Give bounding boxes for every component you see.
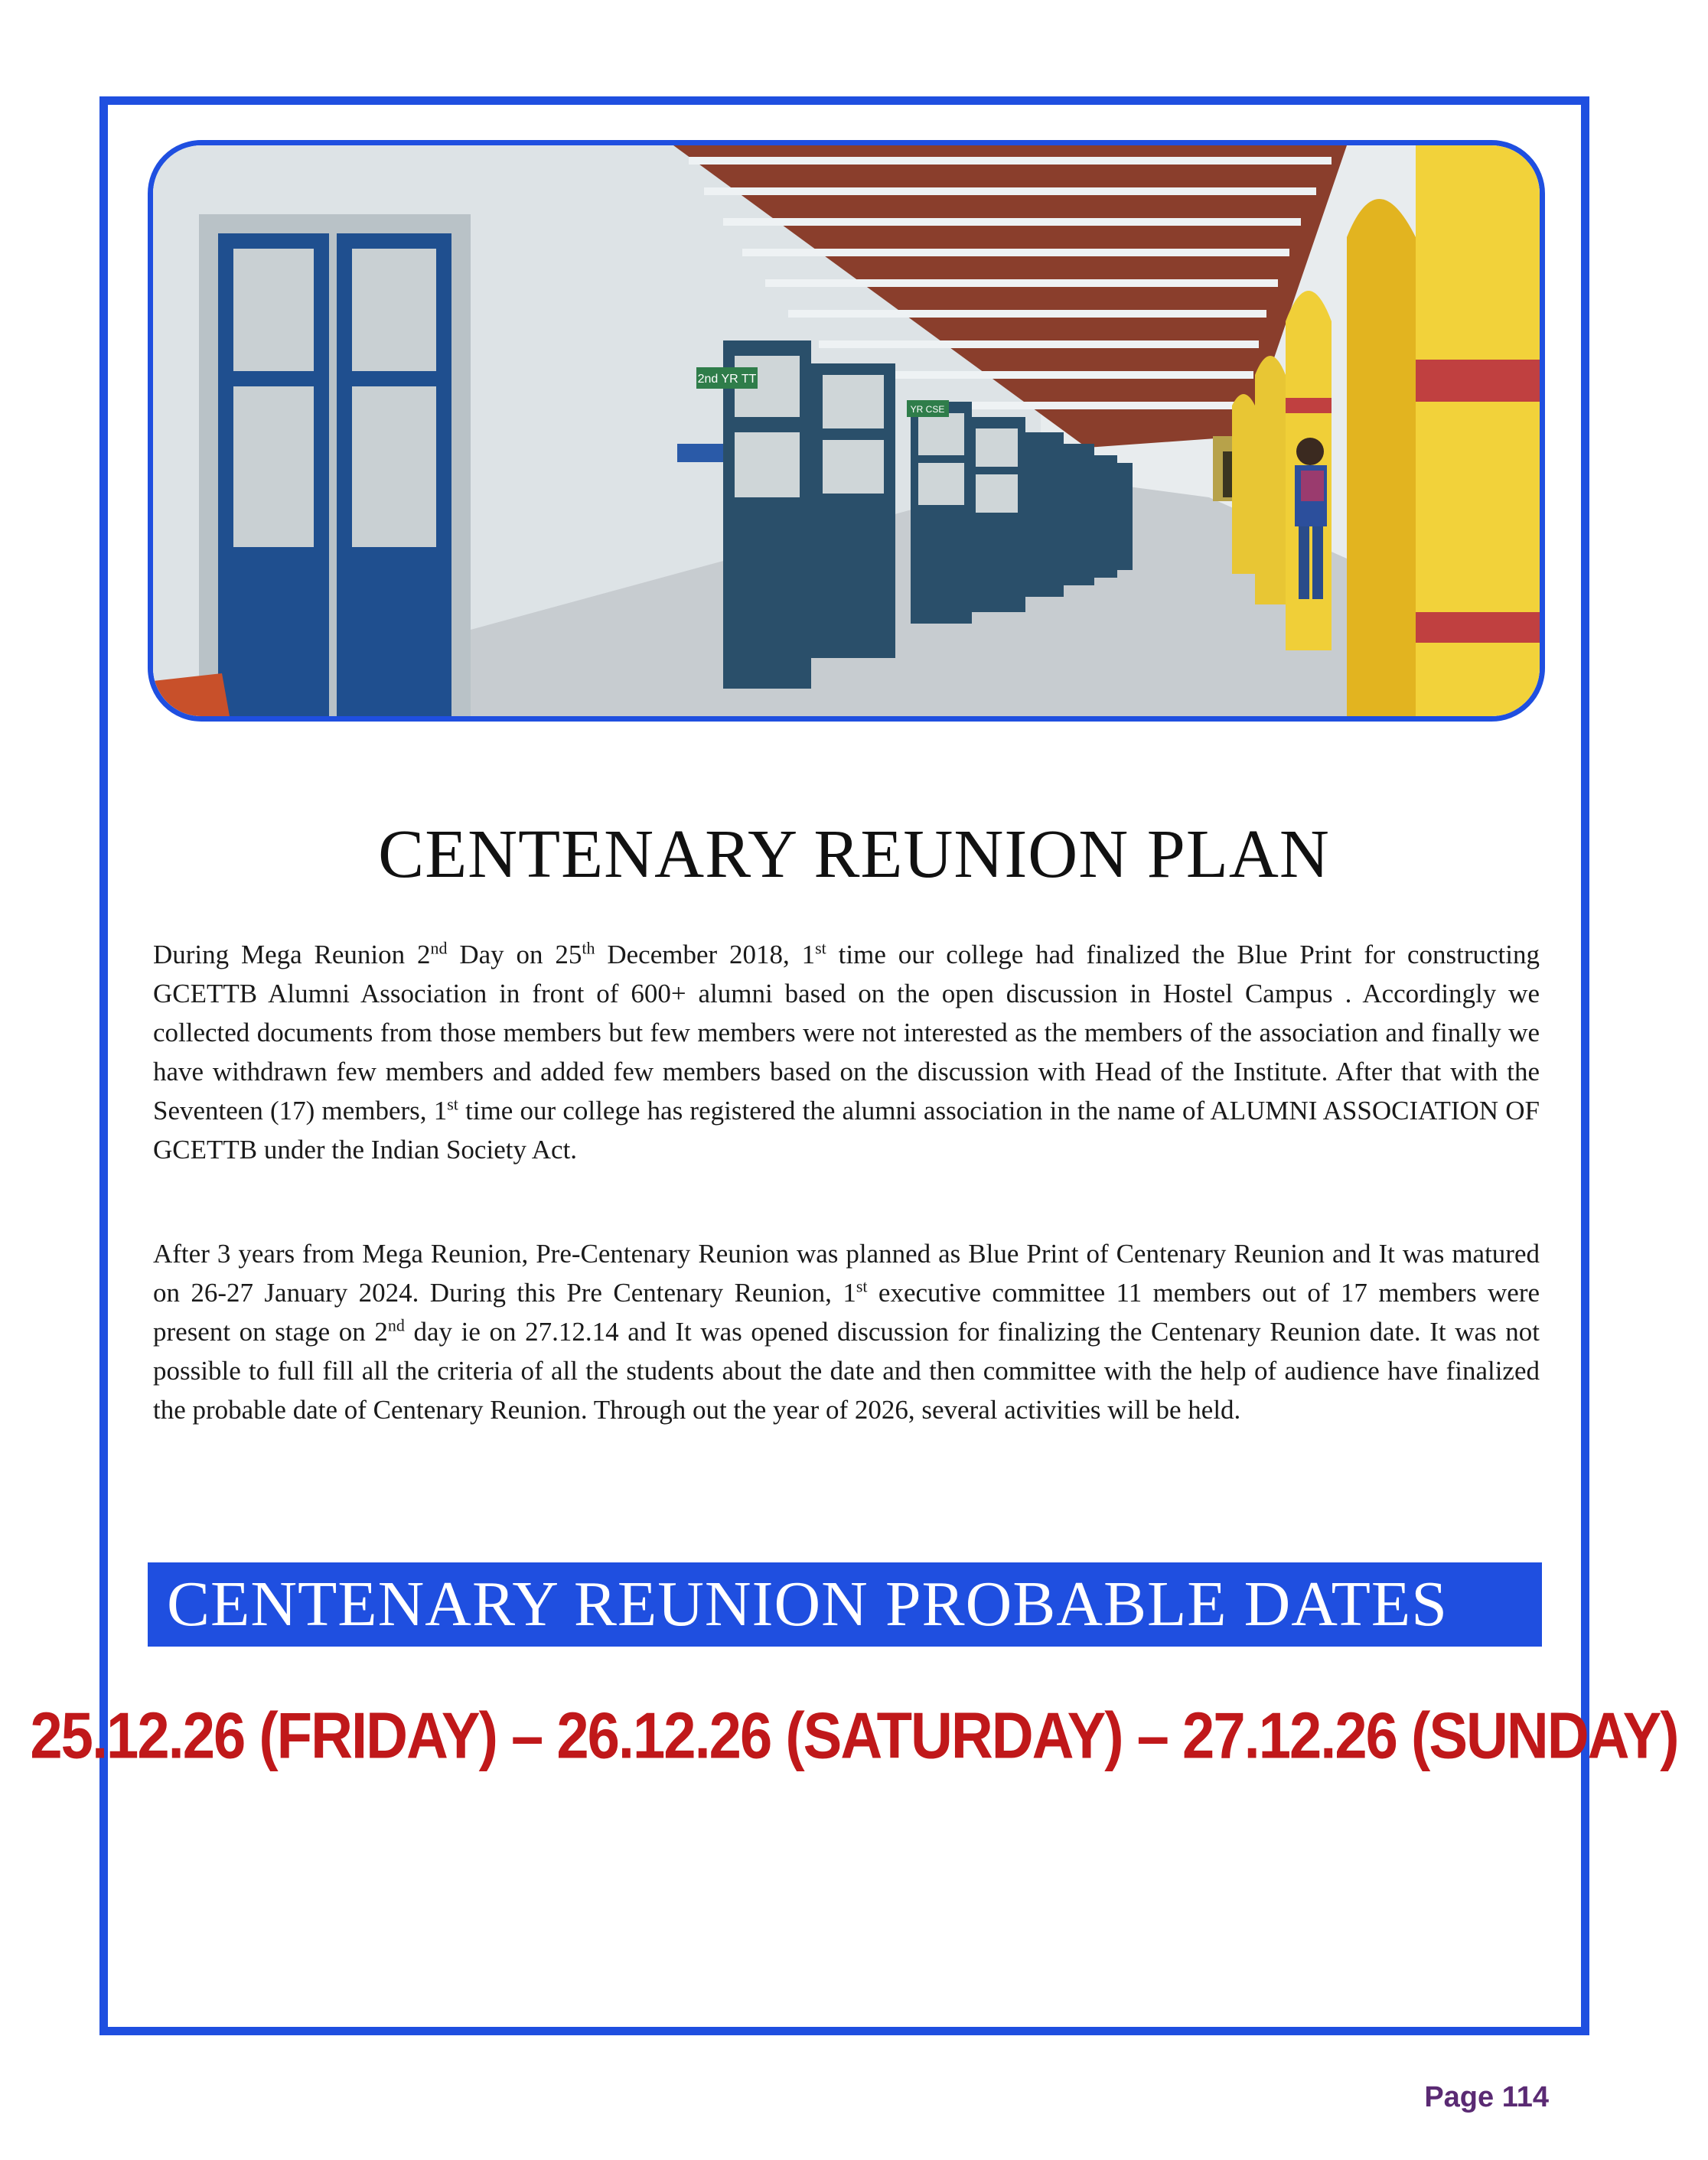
corridor-photo [148,140,1545,722]
probable-dates-banner [148,1562,1542,1647]
paragraph-mega-reunion: During Mega Reunion 2nd Day on 25th December 2018, 1st time our college had finalized the Blue Print for constructing GCETTB Alumni Association in front of 600+ alumni based on the open discussion in Hostel Campus . Accordingly we collected documents from those members but few members were not interested as the members of the association and finally we have withdrawn few members and added few members based on the discussion with Head of the Institute. After that with the Seventeen (17) members, 1st time our college has registered the alumni association in the name of ALUMNI ASSOCIATION OF GCETTB under the Indian Society Act. [153,938,1540,1165]
reunion-dates: 25.12.26 (FRIDAY) – 26.12.26 (SATURDAY) – 27.12.26 (SUNDAY) [30,1699,1678,1773]
sign-text-1: 2nd YR TT [697,373,757,386]
paragraph-pre-centenary: After 3 years from Mega Reunion, Pre-Centenary Reunion was planned as Blue Print of Centenary Reunion and It was matured on 26-27 January 2024. During this Pre Centenary Reunion, 1st executive committee 11 members out of 17 members were present on stage on 2nd day ie on 27.12.14 and It was opened discussion for finalizing the Centenary Reunion date. It was not possible to full fill all the criteria of all the students about the date and then committee with the help of audience have finalized the probable date of Centenary Reunion. Through out the year of 2026, several activities will be held. [153,1239,1540,1425]
sign-text-2: YR CSE [910,404,945,415]
banner-text: CENTENARY REUNION PROBABLE DATES [167,1569,1448,1640]
page-number: Page 114 [1424,2081,1549,2113]
page-title: CENTENARY REUNION PLAN [378,816,1330,892]
corridor-illustration [153,145,1540,716]
